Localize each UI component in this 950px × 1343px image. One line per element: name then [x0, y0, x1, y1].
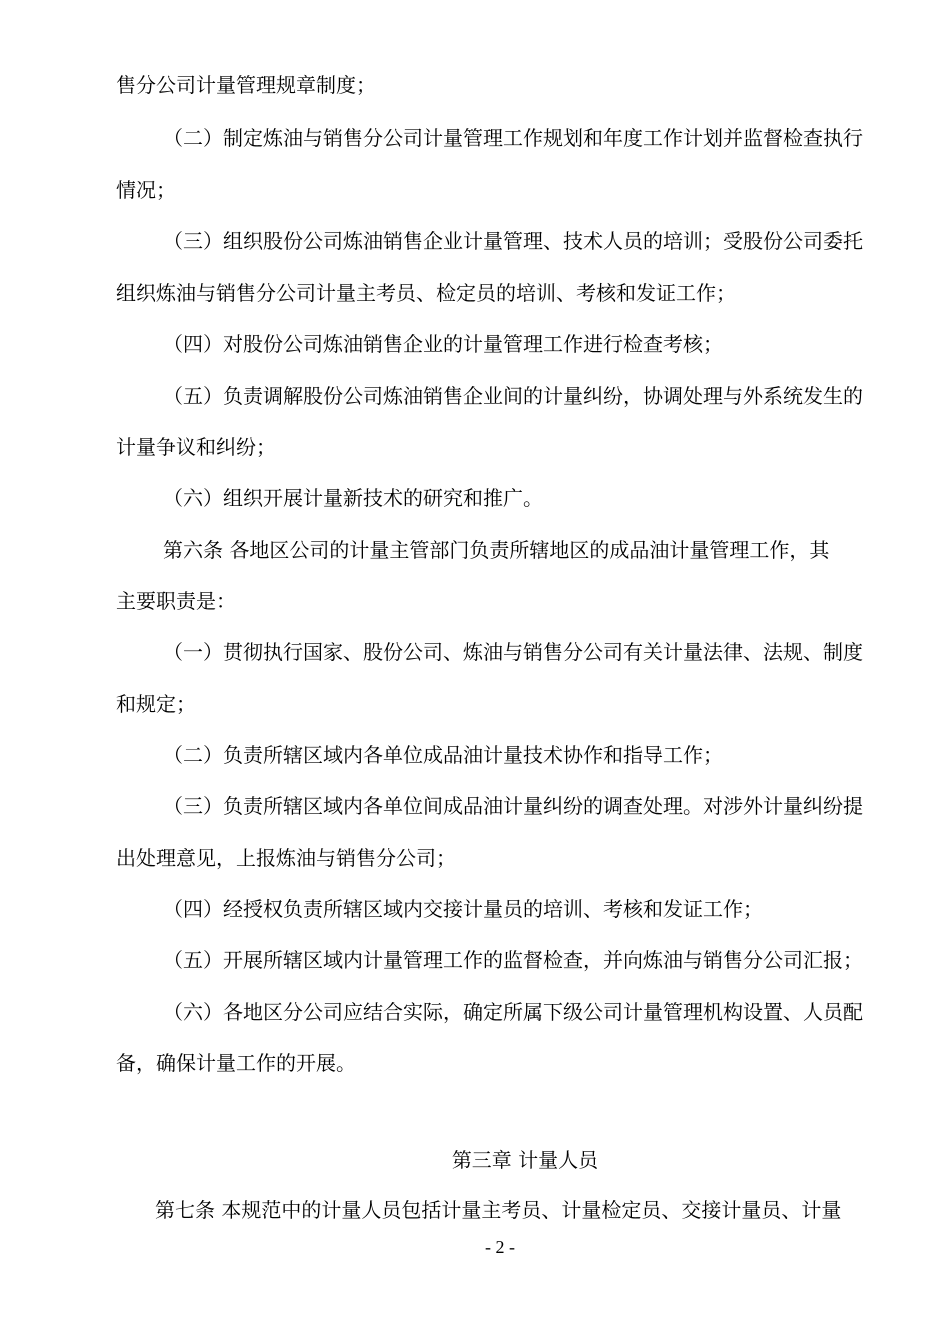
paragraph-line: （六）组织开展计量新技术的研究和推广。 — [163, 486, 543, 510]
chapter-heading: 第三章 计量人员 — [451, 1148, 599, 1172]
paragraph-line: 主要职责是： — [116, 589, 236, 613]
article-line: 第七条 本规范中的计量人员包括计量主考员、计量检定员、交接计量员、计量 — [155, 1198, 842, 1222]
paragraph-line: 备，确保计量工作的开展。 — [116, 1051, 356, 1075]
paragraph-line: （四）对股份公司炼油销售企业的计量管理工作进行检查考核； — [163, 332, 723, 356]
paragraph-line: （四）经授权负责所辖区域内交接计量员的培训、考核和发证工作； — [163, 897, 763, 921]
paragraph-line: 情况； — [116, 178, 176, 202]
article-line: 第六条 各地区公司的计量主管部门负责所辖地区的成品油计量管理工作，其 — [163, 538, 830, 562]
page-number: - 2 - — [485, 1237, 515, 1257]
paragraph-line: 组织炼油与销售分公司计量主考员、检定员的培训、考核和发证工作； — [116, 281, 736, 305]
paragraph-line: 售分公司计量管理规章制度； — [116, 73, 376, 97]
paragraph-line: （三）组织股份公司炼油销售企业计量管理、技术人员的培训；受股份公司委托 — [163, 229, 863, 253]
paragraph-line: （一）贯彻执行国家、股份公司、炼油与销售分公司有关计量法律、法规、制度 — [163, 640, 863, 664]
paragraph-line: 和规定； — [116, 692, 196, 716]
paragraph-line: （五）负责调解股份公司炼油销售企业间的计量纠纷，协调处理与外系统发生的 — [163, 384, 863, 408]
paragraph-line: （六）各地区分公司应结合实际，确定所属下级公司计量管理机构设置、人员配 — [163, 1000, 863, 1024]
paragraph-line: 计量争议和纠纷； — [116, 435, 276, 459]
paragraph-line: （二）负责所辖区域内各单位成品油计量技术协作和指导工作； — [163, 743, 723, 767]
paragraph-line: 出处理意见，上报炼油与销售分公司； — [116, 846, 456, 870]
paragraph-line: （五）开展所辖区域内计量管理工作的监督检查，并向炼油与销售分公司汇报； — [163, 948, 863, 972]
paragraph-line: （二）制定炼油与销售分公司计量管理工作规划和年度工作计划并监督检查执行 — [163, 126, 863, 150]
paragraph-line: （三）负责所辖区域内各单位间成品油计量纠纷的调查处理。对涉外计量纠纷提 — [163, 794, 863, 818]
